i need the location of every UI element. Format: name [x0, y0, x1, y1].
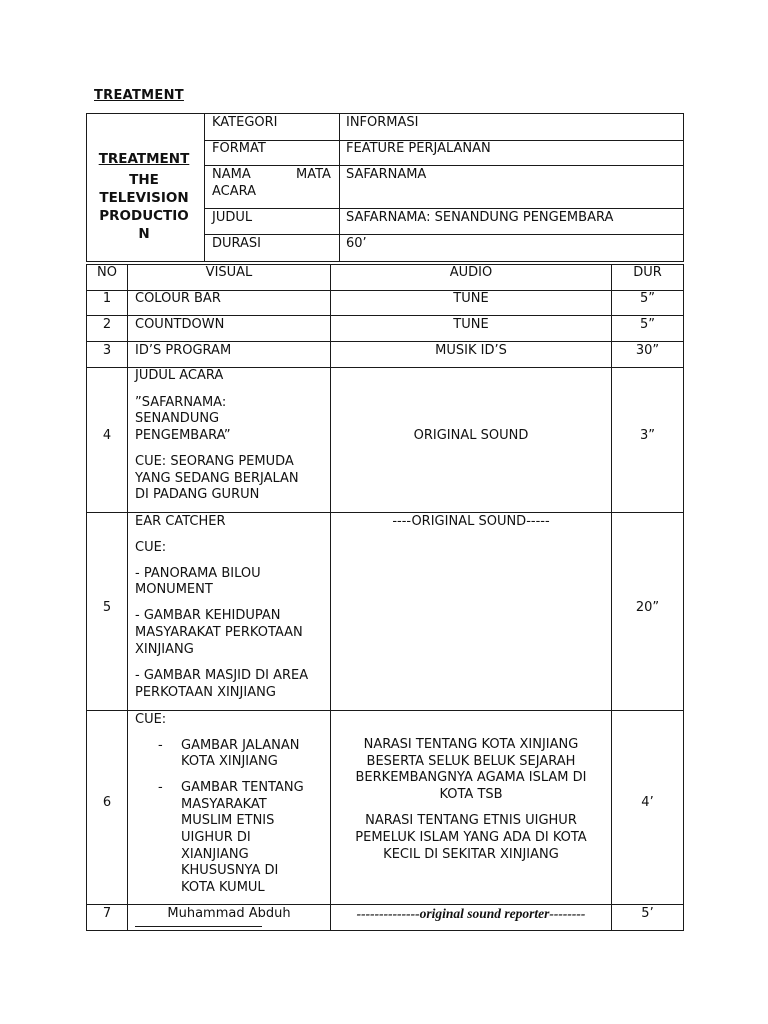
duration-cell: 5”: [639, 291, 655, 306]
bullet-dash: -: [158, 780, 163, 795]
visual-cell: PENGEMBARA”: [135, 428, 231, 443]
visual-cell: MASYARAKAT PERKOTAAN: [135, 625, 303, 640]
visual-cell: ”SAFARNAMA:: [135, 395, 227, 410]
bullet-dash: -: [158, 738, 163, 753]
audio-cell: --------------original sound reporter--------: [356, 906, 586, 921]
visual-cell: - GAMBAR MASJID DI AREA: [135, 668, 309, 683]
meta-label-format: FORMAT: [212, 141, 266, 156]
meta-label-judul: JUDUL: [212, 210, 253, 225]
audio-cell: KECIL DI SEKITAR XINJIANG: [383, 847, 559, 862]
row-number: 2: [102, 317, 112, 332]
visual-bullet-line: XIANJIANG: [181, 847, 249, 862]
visual-bullet-line: KHUSUSNYA DI: [181, 863, 279, 878]
audio-cell: BESERTA SELUK BELUK SEJARAH: [366, 754, 576, 769]
visual-bullet-line: MASYARAKAT: [181, 797, 267, 812]
audio-cell: ----ORIGINAL SOUND-----: [392, 514, 550, 529]
column-header-visual: VISUAL: [205, 265, 253, 280]
visual-cell: DI PADANG GURUN: [135, 487, 260, 502]
meta-value-durasi: 60’: [346, 236, 367, 251]
duration-cell: 4’: [641, 795, 654, 810]
visual-bullet-line: UIGHUR DI: [181, 830, 251, 845]
row-number: 5: [102, 600, 112, 615]
visual-bullet-line: GAMBAR TENTANG: [181, 780, 304, 795]
visual-bullet-line: GAMBAR JALANAN: [181, 738, 300, 753]
audio-cell: TUNE: [453, 317, 489, 332]
production-title-line: N: [138, 226, 150, 242]
visual-cell: COLOUR BAR: [135, 291, 221, 306]
meta-label-nama-acara: MATA: [296, 167, 331, 182]
audio-cell: MUSIK ID’S: [435, 343, 507, 358]
visual-cell: - GAMBAR KEHIDUPAN: [135, 608, 281, 623]
meta-label-kategori: KATEGORI: [212, 115, 278, 130]
visual-cell: CUE: SEORANG PEMUDA: [135, 454, 294, 469]
meta-value-judul: SAFARNAMA: SENANDUNG PENGEMBARA: [346, 210, 614, 225]
visual-bullet-line: KOTA KUMUL: [181, 880, 265, 895]
row-number: 6: [102, 795, 112, 810]
duration-cell: 3”: [639, 428, 655, 443]
visual-cell: CUE:: [135, 712, 167, 727]
duration-cell: 30”: [635, 343, 660, 358]
visual-cell: MONUMENT: [135, 582, 213, 597]
row-number: 7: [102, 906, 112, 921]
document-title: TREATMENT: [94, 88, 184, 103]
column-header-audio: AUDIO: [449, 265, 493, 280]
row-number: 3: [102, 343, 112, 358]
duration-cell: 5’: [641, 906, 654, 921]
column-header-dur: DUR: [633, 265, 662, 280]
row-number: 4: [102, 428, 112, 443]
visual-cell: JUDUL ACARA: [135, 368, 224, 383]
meta-value-kategori: INFORMASI: [346, 115, 419, 130]
visual-cell: CUE:: [135, 540, 167, 555]
visual-bullet-line: KOTA XINJIANG: [181, 754, 278, 769]
visual-cell: PERKOTAAN XINJIANG: [135, 685, 276, 700]
column-header-no: NO: [97, 265, 117, 280]
audio-cell: NARASI TENTANG KOTA XINJIANG: [363, 737, 579, 752]
production-title-line: TELEVISION: [99, 190, 189, 206]
treatment-heading: TREATMENT: [98, 151, 190, 167]
meta-value-format: FEATURE PERJALANAN: [346, 141, 491, 156]
visual-cell: YANG SEDANG BERJALAN: [135, 471, 299, 486]
visual-cell: - PANORAMA BILOU: [135, 566, 261, 581]
visual-cell: EAR CATCHER: [135, 514, 226, 529]
audio-cell: BERKEMBANGNYA AGAMA ISLAM DI: [355, 770, 587, 785]
audio-cell: TUNE: [453, 291, 489, 306]
visual-cell: Muhammad Abduh: [167, 906, 291, 921]
visual-bullet-line: MUSLIM ETNIS: [181, 813, 275, 828]
audio-cell: NARASI TENTANG ETNIS UIGHUR: [365, 813, 577, 828]
meta-label-nama-acara: ACARA: [212, 184, 257, 199]
duration-cell: 20”: [635, 600, 660, 615]
visual-cell: XINJIANG: [135, 642, 194, 657]
audio-cell: ORIGINAL SOUND: [413, 428, 529, 443]
visual-cell: SENANDUNG: [135, 411, 220, 426]
meta-value-nama-acara: SAFARNAMA: [346, 167, 427, 182]
meta-label-nama-acara: NAMA: [212, 167, 251, 182]
production-title-line: PRODUCTIO: [99, 208, 189, 224]
production-title-line: THE: [129, 172, 159, 188]
visual-cell: COUNTDOWN: [135, 317, 225, 332]
visual-cell: ID’S PROGRAM: [135, 343, 232, 358]
meta-label-durasi: DURASI: [212, 236, 262, 251]
row-number: 1: [102, 291, 112, 306]
audio-cell: PEMELUK ISLAM YANG ADA DI KOTA: [355, 830, 587, 845]
audio-cell: KOTA TSB: [439, 787, 503, 802]
signature-underline: [135, 926, 262, 927]
duration-cell: 5”: [639, 317, 655, 332]
